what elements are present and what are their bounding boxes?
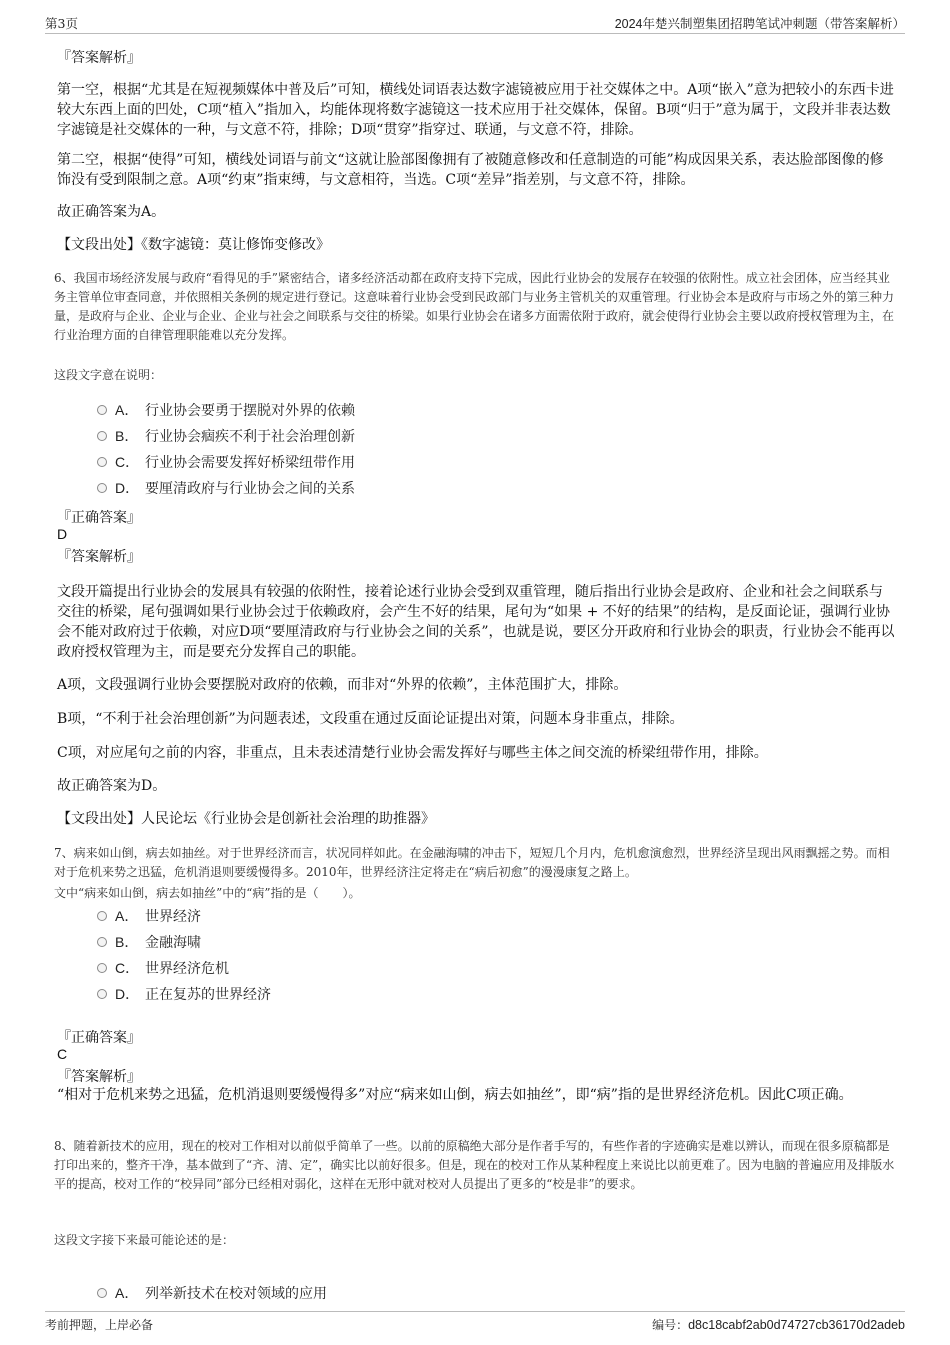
q7-option-c[interactable]: C． 世界经济危机 — [97, 958, 229, 978]
q7-option-b[interactable]: B． 金融海啸 — [97, 932, 201, 952]
page-header — [45, 14, 905, 34]
footer-slogan: 考前押题，上岸必备 — [45, 1318, 154, 1332]
radio-icon[interactable] — [97, 405, 107, 415]
radio-icon[interactable] — [97, 457, 107, 467]
q7-option-d[interactable]: D． 正在复苏的世界经济 — [97, 984, 271, 1004]
q8-stem: 8、随着新技术的应用，现在的校对工作相对以前似乎简单了一些。以前的原稿绝大部分是作者手写的，有些作者的字迹确实是难以辨认，而现在很多原稿都是打印出来的，整齐干净，基本做到了“齐、清、定”，确实比以前好很多。但是，现在的校对工作从某种程度上来说比以前更难了。因为电脑的普遍应用及排版水平的提高，校对工作的“校异同”部分已经相对弱化，这样在无形中就对校对人员提出了更多的“校是非”的要求。 — [54, 1139, 895, 1191]
radio-icon[interactable] — [97, 911, 107, 921]
q7-analysis-paragraph-1: “相对于危机来势之迅猛，危机消退则要缓慢得多”对应“病来如山倒，病去如抽丝”，即“病”指的是世界经济危机。因此C项正确。 — [57, 1087, 853, 1103]
page-number: 第3页 — [45, 16, 78, 31]
q6-option-c[interactable]: C． 行业协会需要发挥好桥梁纽带作用 — [97, 452, 355, 472]
q5-analysis-paragraph-2: 第二空，根据“使得”可知，横线处词语与前文“这就让脸部图像拥有了被随意修改和任意制造的可能”构成因果关系，表达脸部图像的修饰没有受到限制之意。A项“约束”指束缚，与文意相符，当选。C项“差异”指差别，与文意不符，排除。 — [57, 152, 884, 188]
q6-analysis-option-a: A项，文段强调行业协会要摆脱对政府的依赖，而非对“外界的依赖”，主体范围扩大，排除。 — [57, 677, 628, 693]
q7-prompt: 文中“病来如山倒，病去如抽丝”中的“病”指的是（ ）。 — [54, 886, 361, 900]
radio-icon[interactable] — [97, 1288, 107, 1298]
radio-icon[interactable] — [97, 483, 107, 493]
q5-source: 【文段出处】《数字滤镜：莫让修饰变修改》 — [57, 237, 330, 253]
q8-option-a[interactable]: A． 列举新技术在校对领域的应用 — [97, 1283, 327, 1303]
q7-correct-tag: 『正确答案』 — [57, 1030, 141, 1046]
page-footer — [45, 1311, 905, 1333]
q6-analysis-option-c: C项，对应尾句之前的内容，非重点，且未表述清楚行业协会需发挥好与哪些主体之间交流的桥梁纽带作用，排除。 — [57, 745, 768, 761]
q7-stem: 7、病来如山倒，病去如抽丝。对于世界经济而言，状况同样如此。在金融海啸的冲击下，短短几个月内，危机愈演愈烈，世界经济呈现出风雨飘摇之势。而相对于危机来势之迅猛，危机消退则要缓慢得多。2010年，世界经济注定将走在“病后初愈”的漫漫康复之路上。 — [54, 846, 890, 879]
q6-analysis-paragraph-1: 文段开篇提出行业协会的发展具有较强的依附性，接着论述行业协会受到双重管理，随后指出行业协会是政府、企业和社会之间联系与交往的桥梁，尾句强调如果行业协会过于依赖政府，会产生不好的结果，尾句为“如果 + 不好的结果”的结构，是反面论证，强调行业协会不能对政府过于依赖，对应D项“要厘清政府与行业协会之间的关系”，也就是说，要区分开政府和行业协会的职责，行业协会不能再以政府授权管理为主，而是要充分发挥自己的职能。 — [57, 584, 895, 660]
q6-correct-answer: D — [57, 526, 68, 542]
document-code-label: 编号： — [652, 1318, 689, 1332]
q6-analysis-conclusion: 故正确答案为D。 — [57, 778, 167, 794]
document-code — [652, 1316, 905, 1333]
q6-option-d[interactable]: D． 要厘清政府与行业协会之间的关系 — [97, 478, 355, 498]
q7-analysis-tag: 『答案解析』 — [57, 1069, 141, 1085]
document-code-value: d8c18cabf2ab0d74727cb36170d2adeb — [688, 1318, 905, 1332]
q6-correct-tag: 『正确答案』 — [57, 510, 141, 526]
radio-icon[interactable] — [97, 937, 107, 947]
q5-analysis-conclusion: 故正确答案为A。 — [57, 204, 166, 220]
q6-stem: 6、我国市场经济发展与政府“看得见的手”紧密结合，诸多经济活动都在政府支持下完成，因此行业协会的发展存在较强的依附性。成立社会团体，应当经其业务主管单位审查同意，并依照相关条例的规定进行登记。这意味着行业协会受到民政部门与业务主管机关的双重管理。行业协会本是政府与市场之外的第三种力量，是政府与企业、企业与企业、企业与社会之间联系与交往的桥梁。如果行业协会在诸多方面需依附于政府，就会使得行业协会主要以政府授权管理为主，在行业治理方面的自律管理职能难以充分发挥。 — [54, 271, 895, 342]
q6-option-a[interactable]: A． 行业协会要勇于摆脱对外界的依赖 — [97, 400, 355, 420]
q7-correct-answer: C — [57, 1046, 68, 1062]
document-title: 2024年楚兴制塑集团招聘笔试冲刺题（带答案解析） — [614, 17, 905, 31]
q6-analysis-option-b: B项，“不利于社会治理创新”为问题表述，文段重在通过反面论证提出对策，问题本身非重点，排除。 — [57, 711, 684, 727]
radio-icon[interactable] — [97, 963, 107, 973]
q6-source: 【文段出处】人民论坛《行业协会是创新社会治理的助推器》 — [57, 811, 435, 827]
q6-option-b[interactable]: B． 行业协会痼疾不利于社会治理创新 — [97, 426, 355, 446]
q6-prompt: 这段文字意在说明： — [54, 368, 163, 382]
q7-option-a[interactable]: A． 世界经济 — [97, 906, 201, 926]
q5-analysis-tag: 『答案解析』 — [57, 50, 141, 66]
q6-analysis-tag: 『答案解析』 — [57, 549, 141, 565]
radio-icon[interactable] — [97, 989, 107, 999]
radio-icon[interactable] — [97, 431, 107, 441]
q8-prompt: 这段文字接下来最可能论述的是： — [54, 1233, 235, 1247]
q5-analysis-paragraph-1: 第一空，根据“尤其是在短视频媒体中普及后”可知，横线处词语表达数字滤镜被应用于社交媒体之中。A项“嵌入”意为把较小的东西卡进较大东西上面的凹处，C项“植入”指加入，均能体现将数字滤镜这一技术应用于社交媒体，保留。B项“归于”意为属于，文段并非表达数字滤镜是社交媒体的一种，与文意不符，排除；D项“贯穿”指穿过、联通，与文意不符，排除。 — [57, 82, 894, 138]
